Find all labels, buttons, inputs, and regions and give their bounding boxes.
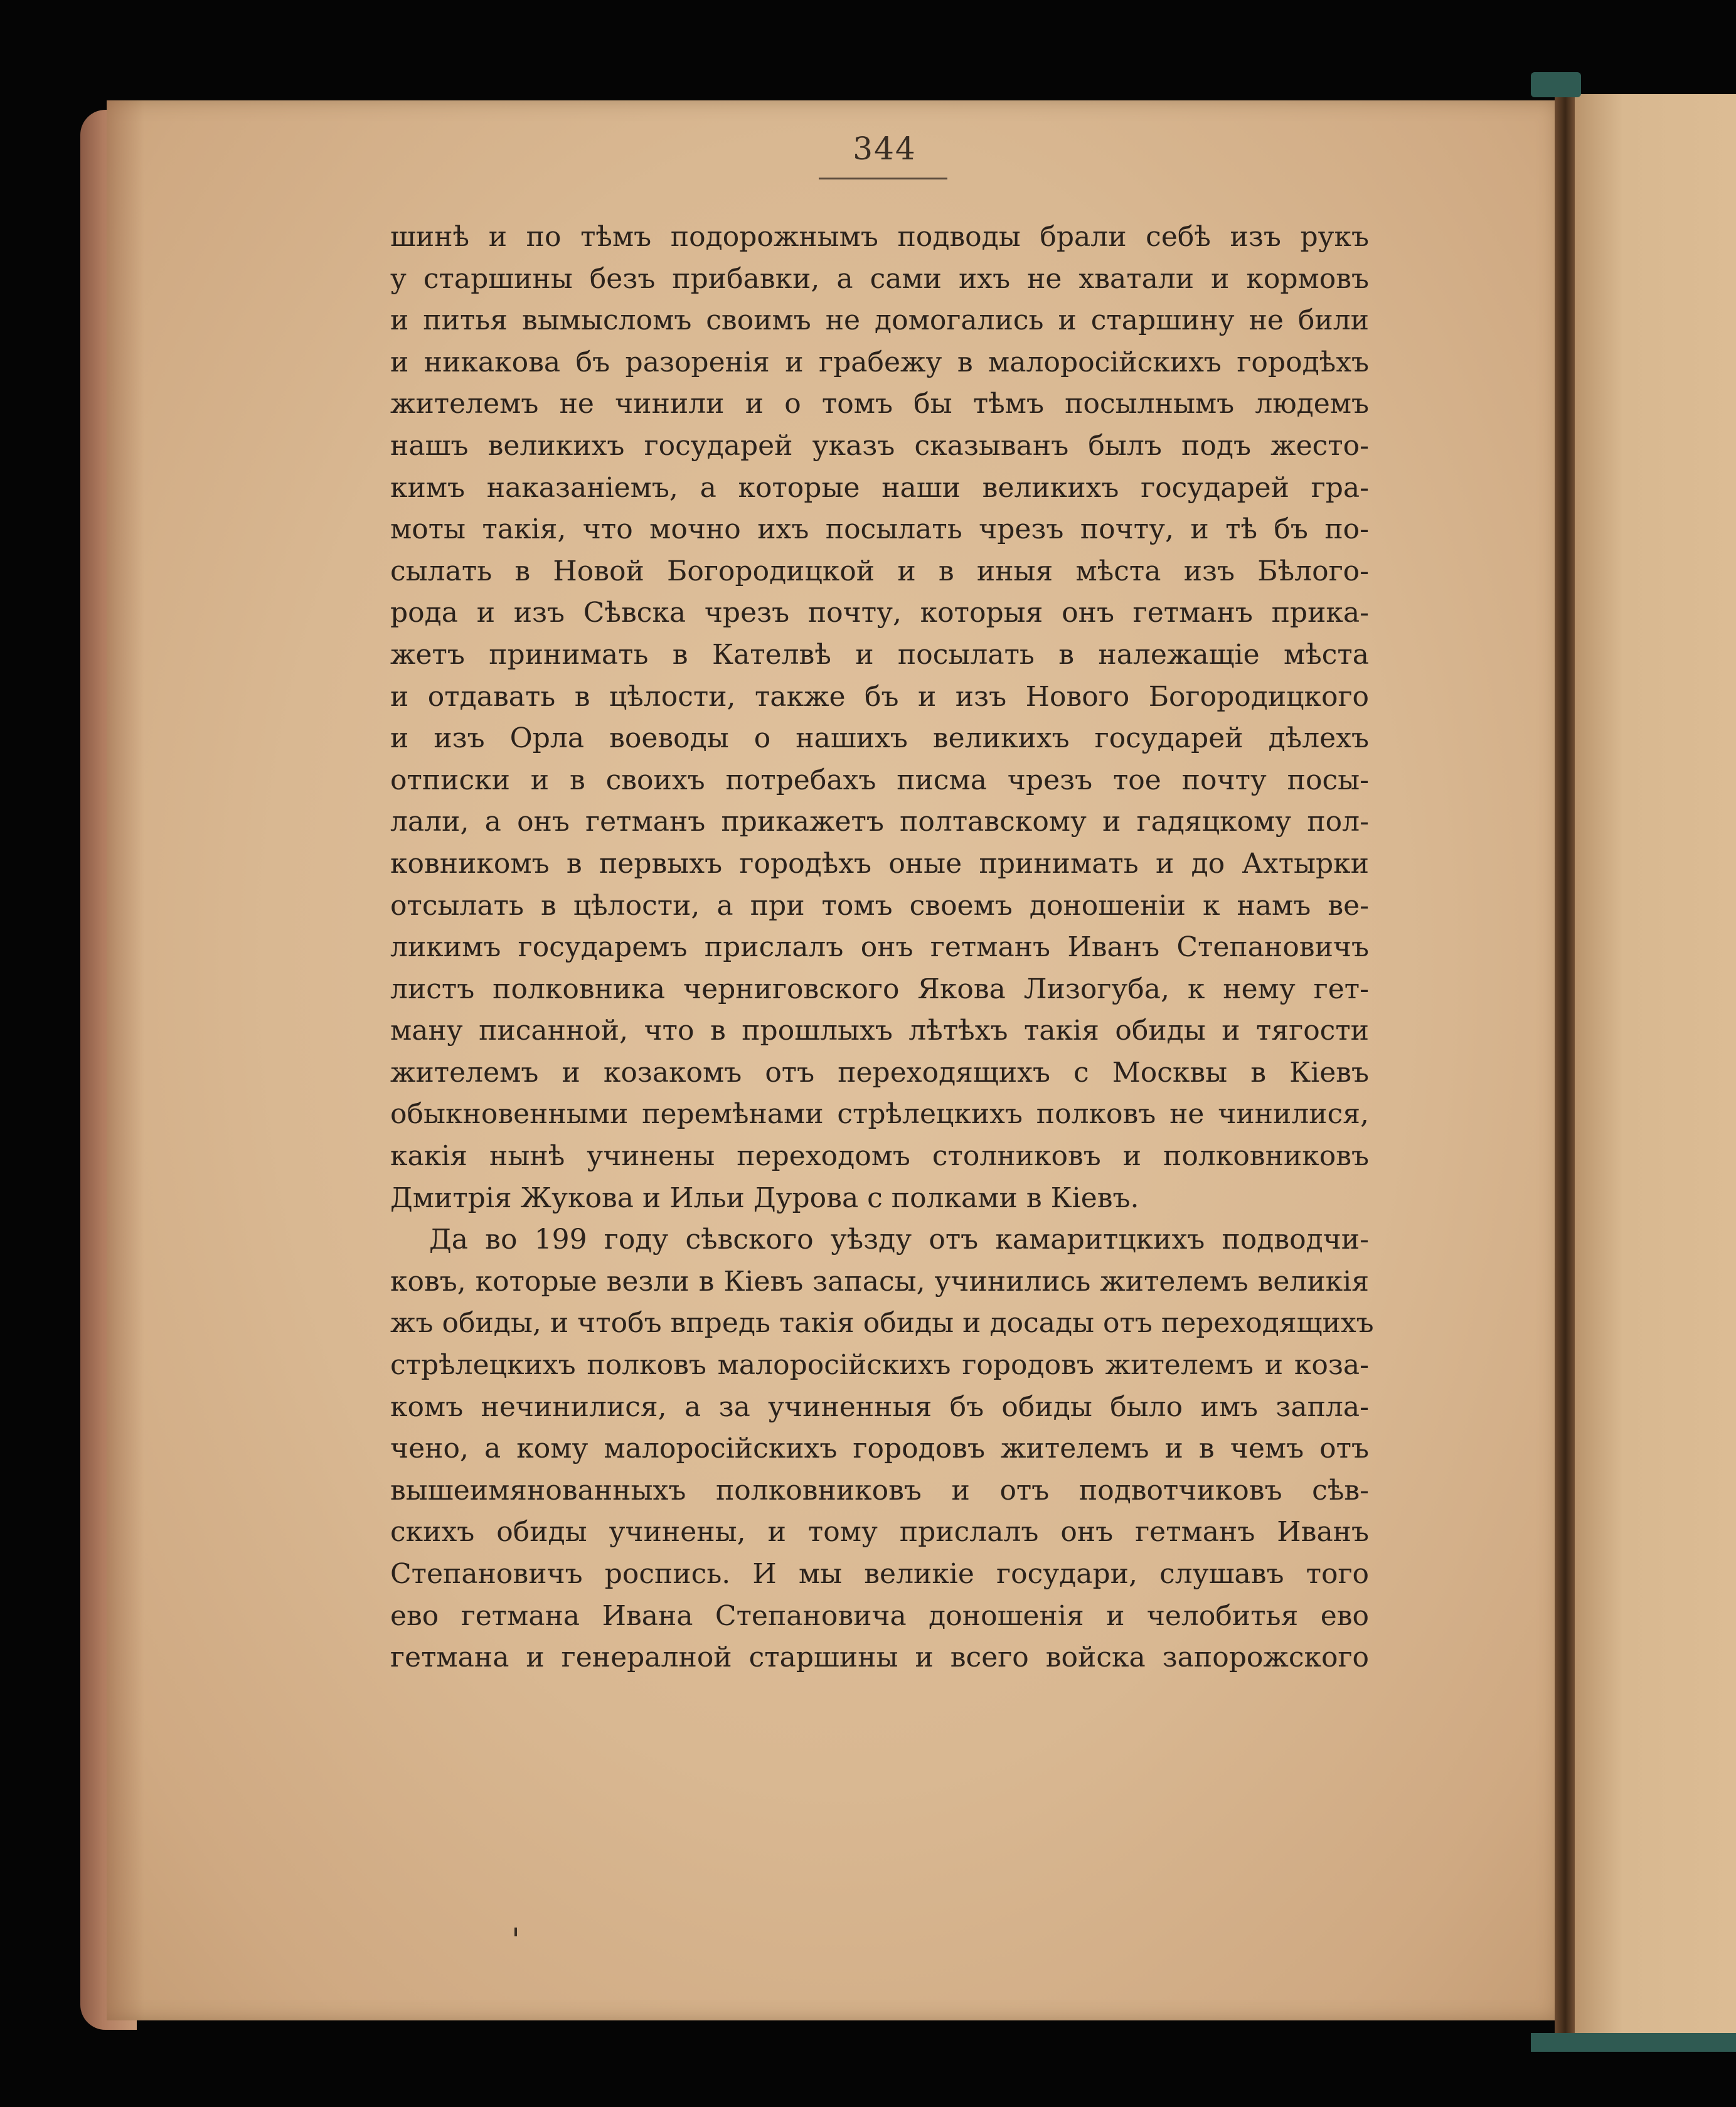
text-line: комъ нечинилися, а за учиненныя бъ обиды было имъ запла- bbox=[390, 1390, 1369, 1423]
text-line: жителемъ и козакомъ отъ переходящихъ с Москвы в Кіевъ bbox=[390, 1056, 1369, 1089]
text-line: жителемъ не чинили и о томъ бы тѣмъ посылнымъ людемъ bbox=[390, 388, 1369, 420]
text-line: ковникомъ в первыхъ городѣхъ оные принимать и до Ахтырки bbox=[390, 847, 1369, 880]
paragraph-1 bbox=[390, 216, 1369, 1219]
text-line: ево гетмана Ивана Степановича доношенія и челобитья ево bbox=[390, 1599, 1369, 1632]
text-line: скихъ обиды учинены, и тому прислалъ онъ гетманъ Иванъ bbox=[390, 1516, 1369, 1549]
text-line: стрѣлецкихъ полковъ малоросійскихъ городовъ жителемъ и коза- bbox=[390, 1349, 1369, 1382]
text-line: листъ полковника черниговского Якова Лизогуба, к нему гет- bbox=[390, 973, 1369, 1005]
text-line: ковъ, которые везли в Кіевъ запасы, учинились жителемъ великія bbox=[390, 1265, 1369, 1298]
text-line: сылать в Новой Богородицкой и в иныя мѣста изъ Бѣлого- bbox=[390, 555, 1369, 587]
text-line: и никакова бъ разоренія и грабежу в малоросійскихъ городѣхъ bbox=[390, 346, 1369, 378]
text-line: и отдавать в цѣлости, также бъ и изъ Нового Богородицкого bbox=[390, 680, 1369, 713]
text-line: отсылать в цѣлости, а при томъ своемъ доношеніи к намъ ве- bbox=[390, 889, 1369, 922]
text-line: чено, а кому малоросійскихъ городовъ жителемъ и в чемъ отъ bbox=[390, 1432, 1369, 1465]
text-line: гетмана и генералной старшины и всего войска запорожского bbox=[390, 1641, 1369, 1674]
text-line: лали, а онъ гетманъ прикажетъ полтавскому и гадяцкому пол- bbox=[390, 806, 1369, 838]
text-line: какія нынѣ учинены переходомъ столниковъ и полковниковъ bbox=[390, 1140, 1369, 1173]
text-line: кимъ наказаніемъ, а которые наши великихъ государей гра- bbox=[390, 471, 1369, 504]
right-page-edge bbox=[1575, 94, 1736, 2039]
text-line: ликимъ государемъ прислалъ онъ гетманъ Иванъ Степановичъ bbox=[390, 931, 1369, 964]
text-line: и изъ Орла воеводы о нашихъ великихъ государей дѣлехъ bbox=[390, 722, 1369, 755]
text-line: рода и изъ Сѣвска чрезъ почту, которыя онъ гетманъ прика- bbox=[390, 597, 1369, 629]
text-line: Степановичъ роспись. И мы великіе государи, слушавъ того bbox=[390, 1558, 1369, 1590]
text-line: отписки и в своихъ потребахъ писма чрезъ тое почту посы- bbox=[390, 764, 1369, 796]
text-line: Да во 199 году сѣвского уѣзду отъ камаритцкихъ подводчи- bbox=[429, 1224, 1369, 1256]
text-line: нашъ великихъ государей указъ сказыванъ былъ подъ жесто- bbox=[390, 429, 1369, 462]
page-number-rule bbox=[819, 178, 947, 179]
page-number: 344 bbox=[853, 131, 917, 167]
paper-speck bbox=[514, 1928, 517, 1936]
text-line: и питья вымысломъ своимъ не домогались и старшину не били bbox=[390, 304, 1369, 337]
book-gutter bbox=[1555, 94, 1576, 2033]
text-line: Дмитрія Жукова и Ильи Дурова с полками в Кіевъ. bbox=[390, 1182, 1139, 1214]
text-line: вышеимянованныхъ полковниковъ и отъ подвотчиковъ сѣв- bbox=[390, 1474, 1369, 1507]
bookmark-ribbon bbox=[1531, 72, 1581, 97]
text-line: обыкновенными перемѣнами стрѣлецкихъ полковъ не чинилися, bbox=[390, 1098, 1369, 1131]
page-edge-shadow bbox=[107, 100, 144, 2020]
text-line: шинѣ и по тѣмъ подорожнымъ подводы брали себѣ изъ рукъ bbox=[390, 221, 1369, 253]
paragraph-2 bbox=[390, 1219, 1374, 1679]
text-line: моты такія, что мочно ихъ посылать чрезъ почту, и тѣ бъ по- bbox=[390, 513, 1369, 546]
book-cover-bottom bbox=[1531, 2033, 1736, 2052]
text-line: жъ обиды, и чтобъ впредь такія обиды и досады отъ переходящихъ bbox=[390, 1307, 1374, 1340]
body-text bbox=[390, 216, 1374, 1679]
text-line: жетъ принимать в Кателвѣ и посылать в належащіе мѣста bbox=[390, 638, 1369, 671]
text-line: у старшины безъ прибавки, а сами ихъ не хватали и кормовъ bbox=[390, 262, 1369, 295]
text-line: ману писанной, что в прошлыхъ лѣтѣхъ такія обиды и тягости bbox=[390, 1015, 1369, 1047]
